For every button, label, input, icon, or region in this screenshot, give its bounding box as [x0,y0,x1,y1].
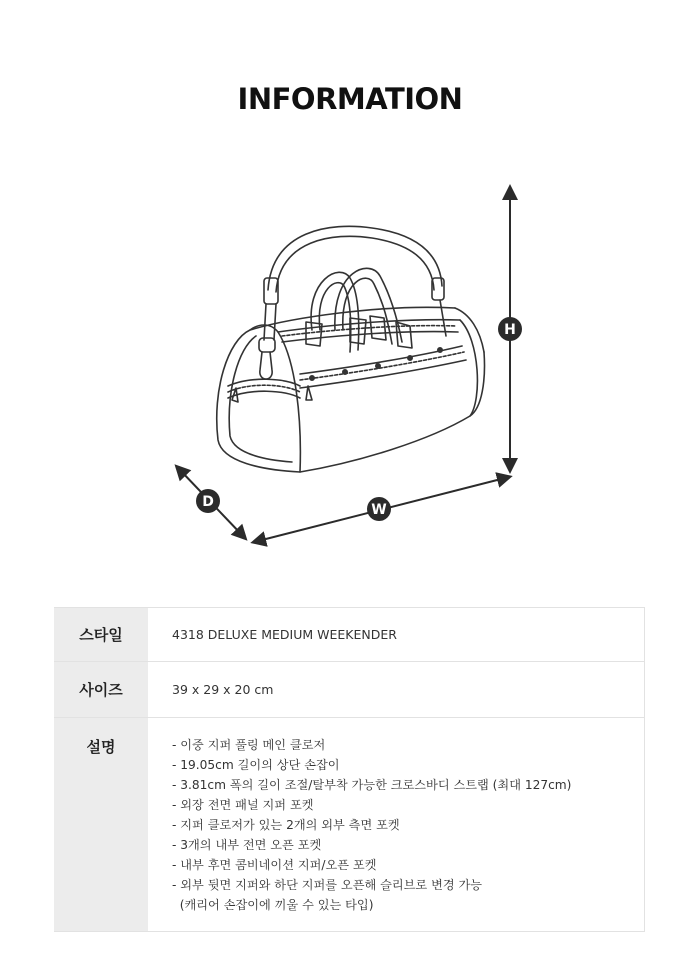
list-item: - 이중 지퍼 풀링 메인 클로저 [172,738,326,752]
height-marker [498,317,522,341]
description-label: 설명 [54,718,148,932]
bag-illustration [217,226,485,472]
style-label: 스타일 [54,608,148,662]
list-item: - 외장 전면 패널 지퍼 포켓 [172,798,314,812]
width-label: W [371,502,387,518]
description-list [172,718,644,931]
size-label: 사이즈 [54,662,148,718]
list-item: - 3.81cm 폭의 길이 조절/탈부착 가능한 크로스바디 스트랩 (최대 127cm) [172,778,572,792]
list-item: - 19.05cm 길이의 상단 손잡이 [172,758,340,772]
table-row [54,662,645,718]
depth-marker [196,489,220,513]
list-item: - 지퍼 클로저가 있는 2개의 외부 측면 포켓 [172,818,400,832]
table-row [54,718,645,932]
list-item: (캐리어 손잡이에 끼울 수 있는 타입) [172,898,374,912]
height-label: H [504,322,516,338]
list-item: - 3개의 내부 전면 오픈 포켓 [172,838,322,852]
style-value: 4318 DELUXE MEDIUM WEEKENDER [148,608,645,662]
width-marker [367,497,391,521]
page-title: INFORMATION [237,82,463,116]
size-value: 39 x 29 x 20 cm [148,662,645,718]
list-item: - 외부 뒷면 지퍼와 하단 지퍼를 오픈해 슬리브로 변경 가능 [172,878,483,892]
product-info-table [54,607,645,932]
depth-label: D [202,494,214,510]
description-cell [148,718,645,932]
table-row [54,608,645,662]
list-item: - 내부 후면 콤비네이션 지퍼/오픈 포켓 [172,858,377,872]
